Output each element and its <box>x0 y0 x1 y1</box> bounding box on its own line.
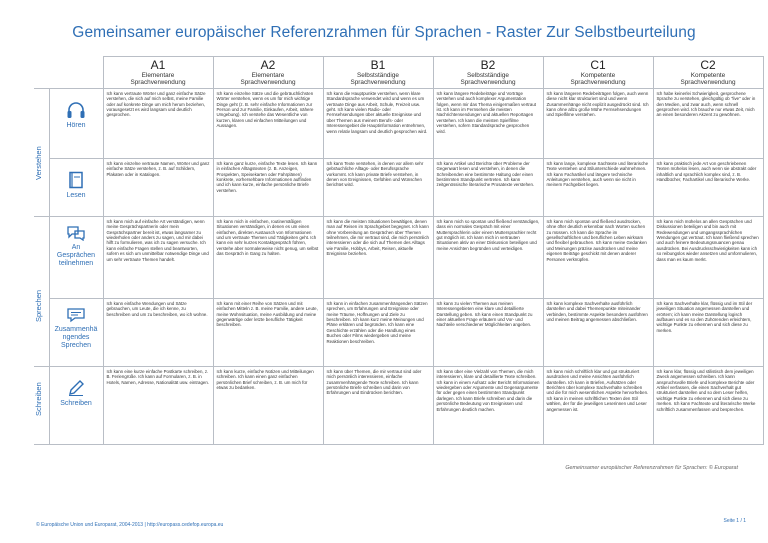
grid-row-lesen <box>34 158 763 216</box>
descriptor-zusammenhaengend-c1: Ich kann komplexe Sachverhalte ausführlich darstellen und dabei Themenpunkte miteinander verbinden, bestimmte Aspekte besonders ausführen und meinen Beitrag angemessen abschließen. <box>543 298 653 366</box>
descriptor-gespraeche-a1: Ich kann mich auf einfache Art verständigen, wenn meine Gesprächspartnerin oder mein Gesprächspartner bereit ist, etwas langsamer zu wiederholen oder anders zu sagen, und mir dabei hilft zu formulieren, was ich zu sagen versuche. Ich kann einfache Fragen stellen und beantworten, sofern es sich um unmittelbar notwendige Dinge und um sehr vertraute Themen handelt. <box>103 216 213 298</box>
level-code: A1 <box>150 58 166 72</box>
descriptor-schreiben-a2: Ich kann kurze, einfache Notizen und Mitteilungen schreiben. Ich kann einen ganz einfachen persönlichen Brief schreiben, z. B. um mich für etwas zu bedanken. <box>213 366 323 444</box>
section-label-sprechen: Sprechen <box>34 289 43 322</box>
level-header-row <box>34 57 763 89</box>
descriptor-lesen-c2: Ich kann praktisch jede Art von geschriebenen Texten mühelos lesen, auch wenn sie abstrakt oder inhaltlich und sprachlich komplex sind, z. B. Handbücher, Fachartikel und literarische Werke. <box>653 158 763 216</box>
level-header-b1 <box>323 57 433 89</box>
descriptor-gespraeche-c1: Ich kann mich spontan und fließend ausdrücken, ohne öfter deutlich erkennbar nach Worten suchen zu müssen. Ich kann die Sprache im gesellschaftlichen und beruflichen Leben wirksam und flexibel gebrauchen. Ich kann meine Gedanken und Meinungen präzise ausdrücken und meine eigenen Beiträge geschickt mit denen anderer Personen verknüpfen. <box>543 216 653 298</box>
page-title: Gemeinsamer europäischer Referenzrahmen für Sprachen - Raster Zur Selbstbeurteilung <box>72 24 696 41</box>
skill-cell-hoeren <box>49 88 103 158</box>
descriptor-lesen-c1: Ich kann lange, komplexe Sachtexte und literarische Texte verstehen und Stilunterschiede wahrnehmen. Ich kann Fachartikel und längere technische Anleitungen verstehen, auch wenn sie nicht in meinem Fachgebiet liegen. <box>543 158 653 216</box>
self-assessment-grid <box>34 56 764 445</box>
level-name: Selbstständige <box>467 72 509 79</box>
skill-label: Sprechen <box>61 341 91 349</box>
level-name: Kompetente <box>690 72 726 79</box>
level-subname: Sprachverwendung <box>570 79 626 87</box>
level-subname: Sprachverwendung <box>350 79 406 87</box>
level-code: B1 <box>370 58 386 72</box>
descriptor-hoeren-b1: Ich kann die Hauptpunkte verstehen, wenn klare Standardsprache verwendet wird und wenn es um vertraute Dinge aus Arbeit, Schule, Freizeit usw. geht. Ich kann vielen Radio- oder Fernsehsendungen über aktuelle Ereignisse und über Themen aus meinem Berufs- oder Interessengebiet die Hauptinformation entnehmen, wenn relativ langsam und deutlich gesprochen wird. <box>323 88 433 158</box>
level-header-b2 <box>433 57 543 89</box>
descriptor-schreiben-b2: Ich kann über eine Vielzahl von Themen, die mich interessieren, klare und detaillierte Texte schreiben. Ich kann in einem Aufsatz oder Bericht Informationen wiedergeben oder Argumente und Gegenargumente für oder gegen einen bestimmten Standpunkt darlegen. Ich kann Briefe schreiben und darin die persönliche Bedeutung von Ereignissen und Erfahrungen deutlich machen. <box>433 366 543 444</box>
level-header-a1 <box>103 57 213 89</box>
skill-cell-lesen <box>49 158 103 216</box>
descriptor-gespraeche-c2: Ich kann mich mühelos an allen Gesprächen und Diskussionen beteiligen und bin auch mit Redewendungen und umgangssprachlichen Wendungen gut vertraut. Ich kann fließend sprechen und auch feinere Bedeutungsnuancen genau ausdrücken. Bei Ausdrucksschwierigkeiten kann ich so reibungslos wieder ansetzen und umformulieren, dass man es kaum merkt. <box>653 216 763 298</box>
level-subname: Sprachverwendung <box>240 79 296 87</box>
descriptor-schreiben-c2: Ich kann klar, flüssig und stilistisch dem jeweiligen Zweck angemessen schreiben. Ich kann anspruchsvolle Briefe und komplexe Berichte oder Artikel verfassen, die einen Sachverhalt gut strukturiert darstellen und so dem Leser helfen, wichtige Punkte zu erkennen und sich diese zu merken. Ich kann Fachtexte und literarische Werke schriftlich zusammenfassen und besprechen. <box>653 366 763 444</box>
footer-copyright: © Europäische Union und Europarat, 2004-2013 | http://europass.cedefop.europa.eu <box>36 522 224 528</box>
skill-cell-zusammenhaengend <box>49 298 103 366</box>
speaking-icon <box>66 307 86 323</box>
descriptor-lesen-a1: Ich kann einzelne vertraute Namen, Wörter und ganz einfache Sätze verstehen, z. B. auf Schildern, Plakaten oder in Katalogen. <box>103 158 213 216</box>
descriptor-lesen-b1: Ich kann Texte verstehen, in denen vor allem sehr gebräuchliche Alltags- oder Berufssprache vorkommt. Ich kann private Briefe verstehen, in denen von Ereignissen, Gefühlen und Wünschen berichtet wird. <box>323 158 433 216</box>
descriptor-zusammenhaengend-b2: Ich kann zu vielen Themen aus meinen Interessengebieten eine klare und detaillierte Darstellung geben. Ich kann einen Standpunkt zu einer aktuellen Frage erläutern und Vor- und Nachteile verschiedener Möglichkeiten angeben. <box>433 298 543 366</box>
grid-row-zusammenhaengend <box>34 298 763 366</box>
descriptor-hoeren-c1: Ich kann längeren Redebeiträgen folgen, auch wenn diese nicht klar strukturiert sind und wenn Zusammenhänge nicht explizit ausgedrückt sind. Ich kann ohne allzu große Mühe Fernsehsendungen und Spielfilme verstehen. <box>543 88 653 158</box>
descriptor-gespraeche-b1: Ich kann die meisten Situationen bewältigen, denen man auf Reisen im Sprachgebiet begegnet. Ich kann ohne Vorbereitung an Gesprächen über Themen teilnehmen, die mir vertraut sind, die mich persönlich interessieren oder die sich auf Themen des Alltags wie Familie, Hobbys, Arbeit, Reisen, aktuelle Ereignisse beziehen. <box>323 216 433 298</box>
descriptor-gespraeche-b2: Ich kann mich so spontan und fließend verständigen, dass ein normales Gespräch mit einer Muttersprachlerin oder einem Muttersprachler recht gut möglich ist. Ich kann mich in vertrauten Situationen aktiv an einer Diskussion beteiligen und meine Ansichten begründen und verteidigen. <box>433 216 543 298</box>
descriptor-zusammenhaengend-a1: Ich kann einfache Wendungen und Sätze gebrauchen, um Leute, die ich kenne, zu beschreiben und um zu beschreiben, wo ich wohne. <box>103 298 213 366</box>
level-name: Elementare <box>141 72 175 79</box>
descriptor-lesen-a2: Ich kann ganz kurze, einfache Texte lesen. Ich kann in einfachen Alltagstexten (z. B. Anzeigen, Prospekten, Speisekarten oder Fahrplänen) konkrete, vorhersehbare Informationen auffinden und ich kann kurze, einfache persönliche Briefe verstehen. <box>213 158 323 216</box>
skill-label: ngendes <box>62 333 90 341</box>
pen-icon <box>66 379 86 397</box>
headphones-icon <box>66 101 86 119</box>
descriptor-zusammenhaengend-a2: Ich kann mit einer Reihe von Sätzen und mit einfachen Mitteln z. B. meine Familie, andere Leute, meine Wohnsituation, meine Ausbildung und meine gegenwärtige oder letzte berufliche Tätigkeit beschreiben. <box>213 298 323 366</box>
descriptor-schreiben-a1: Ich kann eine kurze einfache Postkarte schreiben, z. B. Feriengrüße. Ich kann auf Formularen, z. B. in Hotels, Namen, Adresse, Nationalität usw. eintragen. <box>103 366 213 444</box>
level-code: A2 <box>260 58 276 72</box>
skill-cell-schreiben <box>49 366 103 444</box>
grid-row-schreiben <box>34 366 763 444</box>
descriptor-schreiben-c1: Ich kann mich schriftlich klar und gut strukturiert ausdrücken und meine Ansichten ausführlich darstellen. Ich kann in Briefen, Aufsätzen oder Berichten über komplexe Sachverhalte schreiben und die für mich wesentlichen Aspekte hervorheben. Ich kann in meinen schriftlichen Texten den Stil wählen, der für die jeweiligen Leserinnen und Leser angemessen ist. <box>543 366 653 444</box>
level-name: Kompetente <box>580 72 616 79</box>
descriptor-gespraeche-a2: Ich kann mich in einfachen, routinemäßigen Situationen verständigen, in denen es um einen einfachen, direkten Austausch von Informationen und um vertraute Themen und Tätigkeiten geht. Ich kann ein sehr kurzes Kontaktgespräch führen, verstehe aber normalerweise nicht genug, um selbst das Gespräch in Gang zu halten. <box>213 216 323 298</box>
copyright-note: Gemeinsamer europäischer Referenzrahmen für Sprachen: © Europarat <box>565 465 738 471</box>
skill-label: Schreiben <box>60 399 92 407</box>
level-name: Selbstständige <box>357 72 399 79</box>
descriptor-zusammenhaengend-b1: Ich kann in einfachen zusammenhängenden Sätzen sprechen, um Erfahrungen und Ereignisse oder meine Träume, Hoffnungen und Ziele zu beschreiben. Ich kann kurz meine Meinungen und Pläne erklären und begründen. Ich kann eine Geschichte erzählen oder die Handlung eines Buches oder Films wiedergeben und meine Reaktionen beschreiben. <box>323 298 433 366</box>
section-label-verstehen: Verstehen <box>34 146 43 180</box>
skill-label: An Gesprächen teilnehmen <box>56 243 96 267</box>
section-label-schreiben: Schreiben <box>34 382 43 416</box>
skill-cell-gespraeche <box>49 216 103 298</box>
level-header-c1 <box>543 57 653 89</box>
level-name: Elementare <box>251 72 285 79</box>
conversation-icon <box>66 225 86 241</box>
skill-label: Zusammenhä <box>54 325 98 333</box>
book-icon <box>66 171 86 189</box>
descriptor-hoeren-a2: Ich kann einzelne Sätze und die gebräuchlichsten Wörter verstehen, wenn es um für mich wichtige Dinge geht (z. B. sehr einfache Informationen zur Person und zur Familie, Einkaufen, Arbeit, nähere Umgebung). Ich verstehe das Wesentliche von kurzen, klaren und einfachen Mitteilungen und Aussagen. <box>213 88 323 158</box>
level-header-a2 <box>213 57 323 89</box>
grid-row-gespraeche <box>34 216 763 298</box>
descriptor-lesen-b2: Ich kann Artikel und Berichte über Probleme der Gegenwart lesen und verstehen, in denen die Schreibenden eine bestimmte Haltung oder einen bestimmten Standpunkt vertreten. Ich kann zeitgenössische literarische Prosatexte verstehen. <box>433 158 543 216</box>
skill-label: Lesen <box>66 191 86 199</box>
descriptor-hoeren-b2: Ich kann längere Redebeiträge und Vorträge verstehen und auch komplexer Argumentation folgen, wenn mir das Thema einigermaßen vertraut ist. Ich kann im Fernsehen die meisten Nachrichtensendungen und aktuellen Reportagen verstehen. Ich kann die meisten Spielfilme verstehen, sofern Standardsprache gesprochen wird. <box>433 88 543 158</box>
descriptor-schreiben-b1: Ich kann über Themen, die mir vertraut sind oder mich persönlich interessieren, einfache zusammenhängende Texte schreiben. Ich kann persönliche Briefe schreiben und darin von Erfahrungen und Eindrücken berichten. <box>323 366 433 444</box>
level-header-c2 <box>653 57 763 89</box>
level-code: C2 <box>700 58 716 72</box>
descriptor-hoeren-a1: Ich kann vertraute Wörter und ganz einfache Sätze verstehen, die sich auf mich selbst, meine Familie oder auf konkrete Dinge um mich herum beziehen, vorausgesetzt es wird langsam und deutlich gesprochen. <box>103 88 213 158</box>
page-number: Seite 1 / 1 <box>723 518 746 524</box>
grid-row-hoeren <box>34 88 763 158</box>
descriptor-hoeren-c2: Ich habe keinerlei Schwierigkeit, gesprochene Sprache zu verstehen, gleichgültig ob "live" oder in den Medien, und zwar auch, wenn schnell gesprochen wird. Ich brauche nur etwas Zeit, mich an einen besonderen Akzent zu gewöhnen. <box>653 88 763 158</box>
descriptor-zusammenhaengend-c2: Ich kann Sachverhalte klar, flüssig und im Stil der jeweiligen Situation angemessen darstellen und erörtern; ich kann meine Darstellung logisch aufbauen und es so den Zuhörenden erleichtern, wichtige Punkte zu erkennen und sich diese zu merken. <box>653 298 763 366</box>
skill-label: Hören <box>66 121 86 129</box>
level-subname: Sprachverwendung <box>680 79 736 87</box>
level-subname: Sprachverwendung <box>130 79 186 87</box>
level-code: B2 <box>480 58 496 72</box>
level-code: C1 <box>590 58 606 72</box>
level-subname: Sprachverwendung <box>460 79 516 87</box>
